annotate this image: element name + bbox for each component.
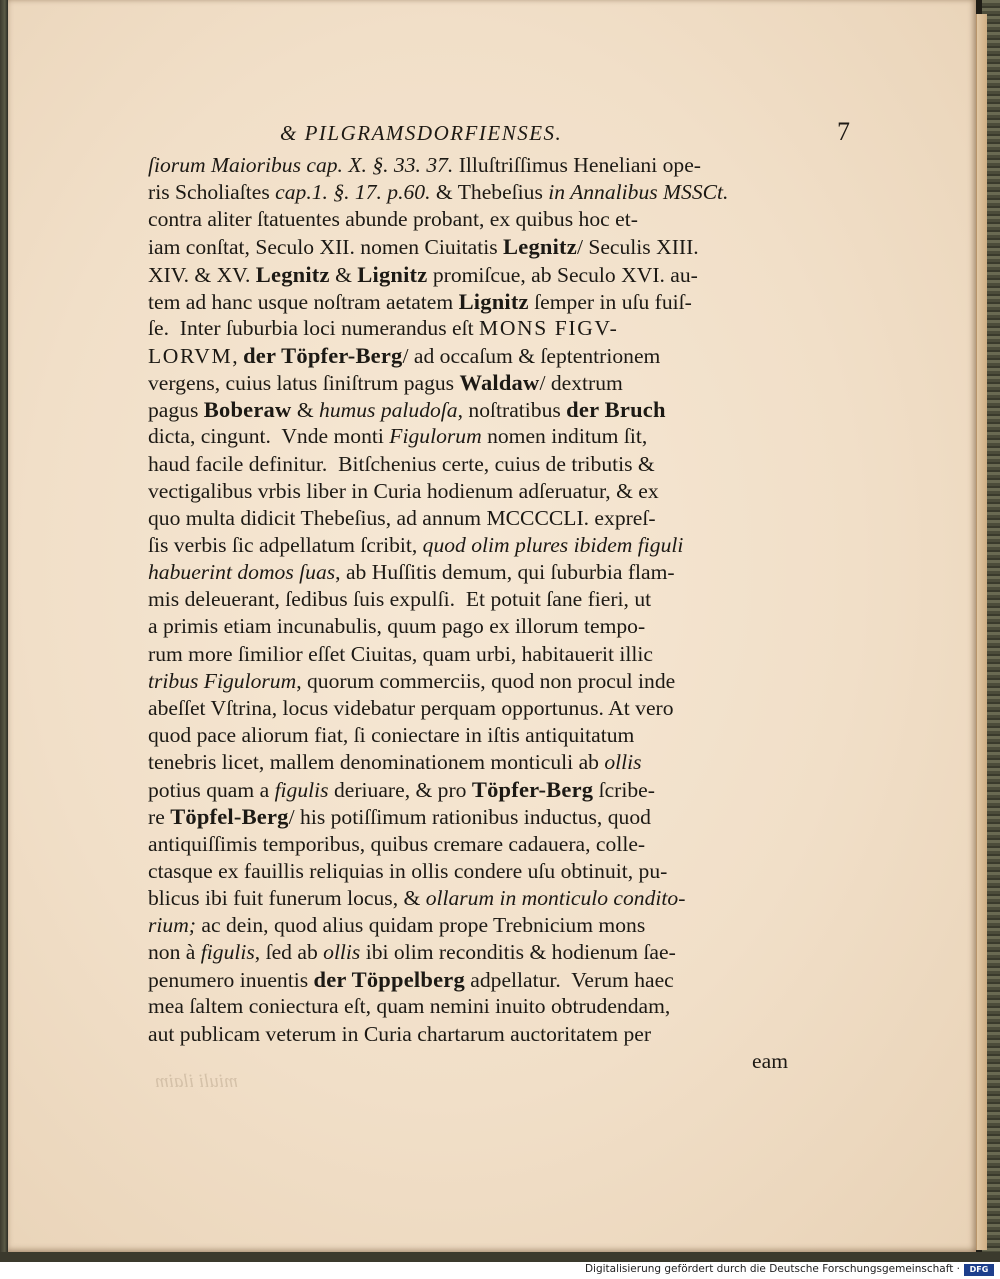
text-line — [148, 152, 788, 179]
catchword-line — [148, 1048, 788, 1075]
text-segment: haud facile definitur. Bitſchenius certe, cuius de tributis & — [148, 451, 655, 476]
running-head — [280, 117, 850, 151]
italic-text: tribus Figulorum — [148, 668, 297, 693]
text-segment: LORVM — [148, 343, 233, 368]
page-fore-edge — [976, 14, 987, 1250]
text-segment: ris Scholiaſtes — [148, 180, 276, 205]
italic-text: habuerint domos ſuas — [148, 560, 336, 585]
text-line — [148, 776, 788, 803]
text-segment: & Thebeſius — [430, 180, 549, 205]
italic-text: cap.1. §. 17. p.60. — [275, 180, 431, 205]
text-line — [148, 695, 788, 722]
text-segment: & — [329, 262, 358, 287]
text-segment: ſis verbis ſic adpellatum ſcribit, — [148, 532, 423, 557]
text-segment: , quorum commerciis, quod non procul inde — [296, 668, 676, 693]
text-line — [148, 288, 788, 315]
italic-text: figulis — [200, 940, 255, 965]
catchword: eam — [752, 1048, 788, 1073]
text-segment: tem ad hanc usque noſtram aetatem — [148, 289, 459, 314]
text-segment: re — [148, 805, 171, 830]
text-line — [148, 939, 788, 966]
text-line — [148, 1021, 788, 1048]
text-segment: penumero inuentis — [148, 968, 314, 993]
body-text — [148, 152, 788, 1075]
italic-text: ſiorum Maioribus cap. X. §. 33. 37. — [148, 153, 454, 177]
blackletter-text: der Töpfer-Berg — [243, 342, 403, 368]
text-line — [148, 966, 788, 993]
text-segment: mis deleuerant, ſedibus ſuis expulſi. Et potuit ſane fieri, ut — [148, 587, 652, 612]
italic-text: ollis — [604, 750, 642, 775]
text-segment: ſe. Inter ſuburbia loci numerandus eſt — [148, 315, 480, 340]
show-through-text: miuli ilaim — [155, 1071, 238, 1092]
text-segment: quo multa didicit Thebeſius, ad annum MCCCCLI. expreſ- — [148, 505, 656, 530]
blackletter-text: Legnitz — [503, 234, 577, 260]
text-segment: promiſcue, ab Seculo XVI. au- — [427, 262, 698, 287]
blackletter-text: Lignitz — [458, 288, 529, 314]
text-segment: MONS FIGV- — [479, 315, 619, 340]
text-segment: / dextrum — [539, 371, 623, 396]
text-line — [148, 722, 788, 749]
text-line — [148, 179, 788, 206]
text-segment: ſemper in uſu fuiſ- — [528, 289, 692, 314]
italic-text: in Annalibus MSSCt. — [548, 180, 729, 205]
text-line — [148, 641, 788, 668]
blackletter-text: Legnitz — [255, 261, 330, 287]
text-segment: & — [291, 398, 320, 423]
text-segment: vergens, cuius latus ſiniſtrum pagus — [148, 371, 460, 396]
text-segment: contra aliter ſtatuentes abunde probant, ex quibus hoc et- — [148, 207, 638, 232]
text-segment: ibi olim reconditis & hodienum ſae- — [360, 940, 676, 965]
text-line — [148, 369, 788, 396]
text-line — [148, 559, 788, 586]
text-segment: vectigalibus vrbis liber in Curia hodienum adſeruatur, & ex — [148, 478, 659, 503]
binding-bottom-edge — [0, 1252, 1000, 1262]
text-segment: abeſſet Vſtrina, locus videbatur perquam opportunus. At vero — [148, 695, 674, 720]
italic-text: figulis — [274, 778, 329, 803]
text-segment: , noſtratibus — [457, 398, 567, 423]
text-line — [148, 532, 788, 559]
text-segment: nomen inditum ſit, — [481, 424, 648, 449]
text-segment: quod pace aliorum fiat, ſi coniectare in iſtis antiquitatum — [148, 722, 635, 747]
page-number: 7 — [837, 117, 850, 146]
text-line — [148, 423, 788, 450]
text-line — [148, 396, 788, 423]
text-line — [148, 993, 788, 1020]
italic-text: Figulorum — [389, 424, 482, 449]
text-segment: , ab Huſſitis demum, qui ſuburbia flam- — [335, 560, 675, 585]
text-line — [148, 668, 788, 695]
blackletter-text: Waldaw — [459, 370, 540, 396]
text-line — [148, 342, 788, 369]
text-line — [148, 315, 788, 342]
text-segment: tenebris licet, mallem denominationem monticuli ab — [148, 750, 605, 775]
italic-text: rium; — [148, 912, 196, 937]
italic-text: ollarum in monticulo condito- — [425, 885, 686, 910]
text-segment: ſcribe- — [593, 778, 655, 803]
text-segment: / Seculis XIII. — [576, 235, 699, 260]
text-line — [148, 261, 788, 288]
text-segment: dicta, cingunt. Vnde monti — [148, 424, 390, 449]
text-segment: , ſed ab — [254, 940, 324, 965]
text-line — [148, 451, 788, 478]
text-line — [148, 233, 788, 260]
text-segment: rum more ſimilior eſſet Ciuitas, quam urbi, habitauerit illic — [148, 641, 653, 666]
text-line — [148, 586, 788, 613]
text-line — [148, 613, 788, 640]
text-line — [148, 831, 788, 858]
footer-credit: Digitalisierung gefördert durch die Deutsche Forschungsgemeinschaft · — [584, 1263, 960, 1275]
text-line — [148, 505, 788, 532]
blackletter-text: Töpfer-Berg — [471, 777, 594, 803]
text-segment: pagus — [148, 398, 204, 423]
text-line — [148, 803, 788, 830]
text-line — [148, 478, 788, 505]
text-segment: mea ſaltem coniectura eſt, quam nemini inuito obtrudendam, — [148, 994, 671, 1019]
italic-text: ollis — [323, 940, 361, 965]
text-segment: aut publicam veterum in Curia chartarum auctoritatem per — [148, 1021, 652, 1046]
text-segment: , — [232, 343, 244, 368]
text-segment: blicus ibi fuit funerum locus, & — [148, 885, 426, 910]
running-title: & PILGRAMSDORFIENSES. — [280, 121, 563, 145]
text-line — [148, 912, 788, 939]
text-segment: ac dein, quod alius quidam prope Trebnicium mons — [196, 912, 646, 937]
blackletter-text: der Töppelberg — [313, 967, 465, 993]
text-segment: / ad occaſum & ſeptentrionem — [402, 343, 661, 368]
text-line — [148, 858, 788, 885]
italic-text: quod olim plures ibidem figuli — [422, 532, 684, 557]
text-segment: Illuſtriſſimus Heneliani ope- — [453, 153, 701, 177]
text-segment: antiquiſſimis temporibus, quibus cremare cadauera, colle- — [148, 831, 646, 856]
text-line — [148, 749, 788, 776]
text-segment: non à — [148, 940, 201, 965]
binding-left-edge — [0, 0, 8, 1262]
blackletter-text: Boberaw — [203, 397, 292, 423]
text-segment: / his potiſſimum rationibus inductus, quod — [288, 805, 651, 830]
blackletter-text: der Bruch — [566, 397, 666, 423]
text-segment: potius quam a — [148, 778, 275, 803]
blackletter-text: Lignitz — [357, 261, 428, 287]
text-segment: a primis etiam incunabulis, quum pago ex illorum tempo- — [148, 614, 646, 639]
dfg-logo: DFG — [964, 1264, 994, 1276]
text-line — [148, 885, 788, 912]
text-segment: iam conſtat, Seculo XII. nomen Ciuitatis — [148, 235, 504, 260]
blackletter-text: Töpfel-Berg — [170, 804, 289, 830]
text-segment: deriuare, & pro — [328, 778, 472, 803]
text-segment: adpellatur. Verum haec — [464, 968, 674, 993]
text-line — [148, 206, 788, 233]
italic-text: humus paludoſa — [319, 398, 458, 423]
text-segment: XIV. & XV. — [148, 262, 256, 287]
text-segment: ctasque ex fauillis reliquias in ollis condere uſu obtinuit, pu- — [148, 858, 668, 883]
